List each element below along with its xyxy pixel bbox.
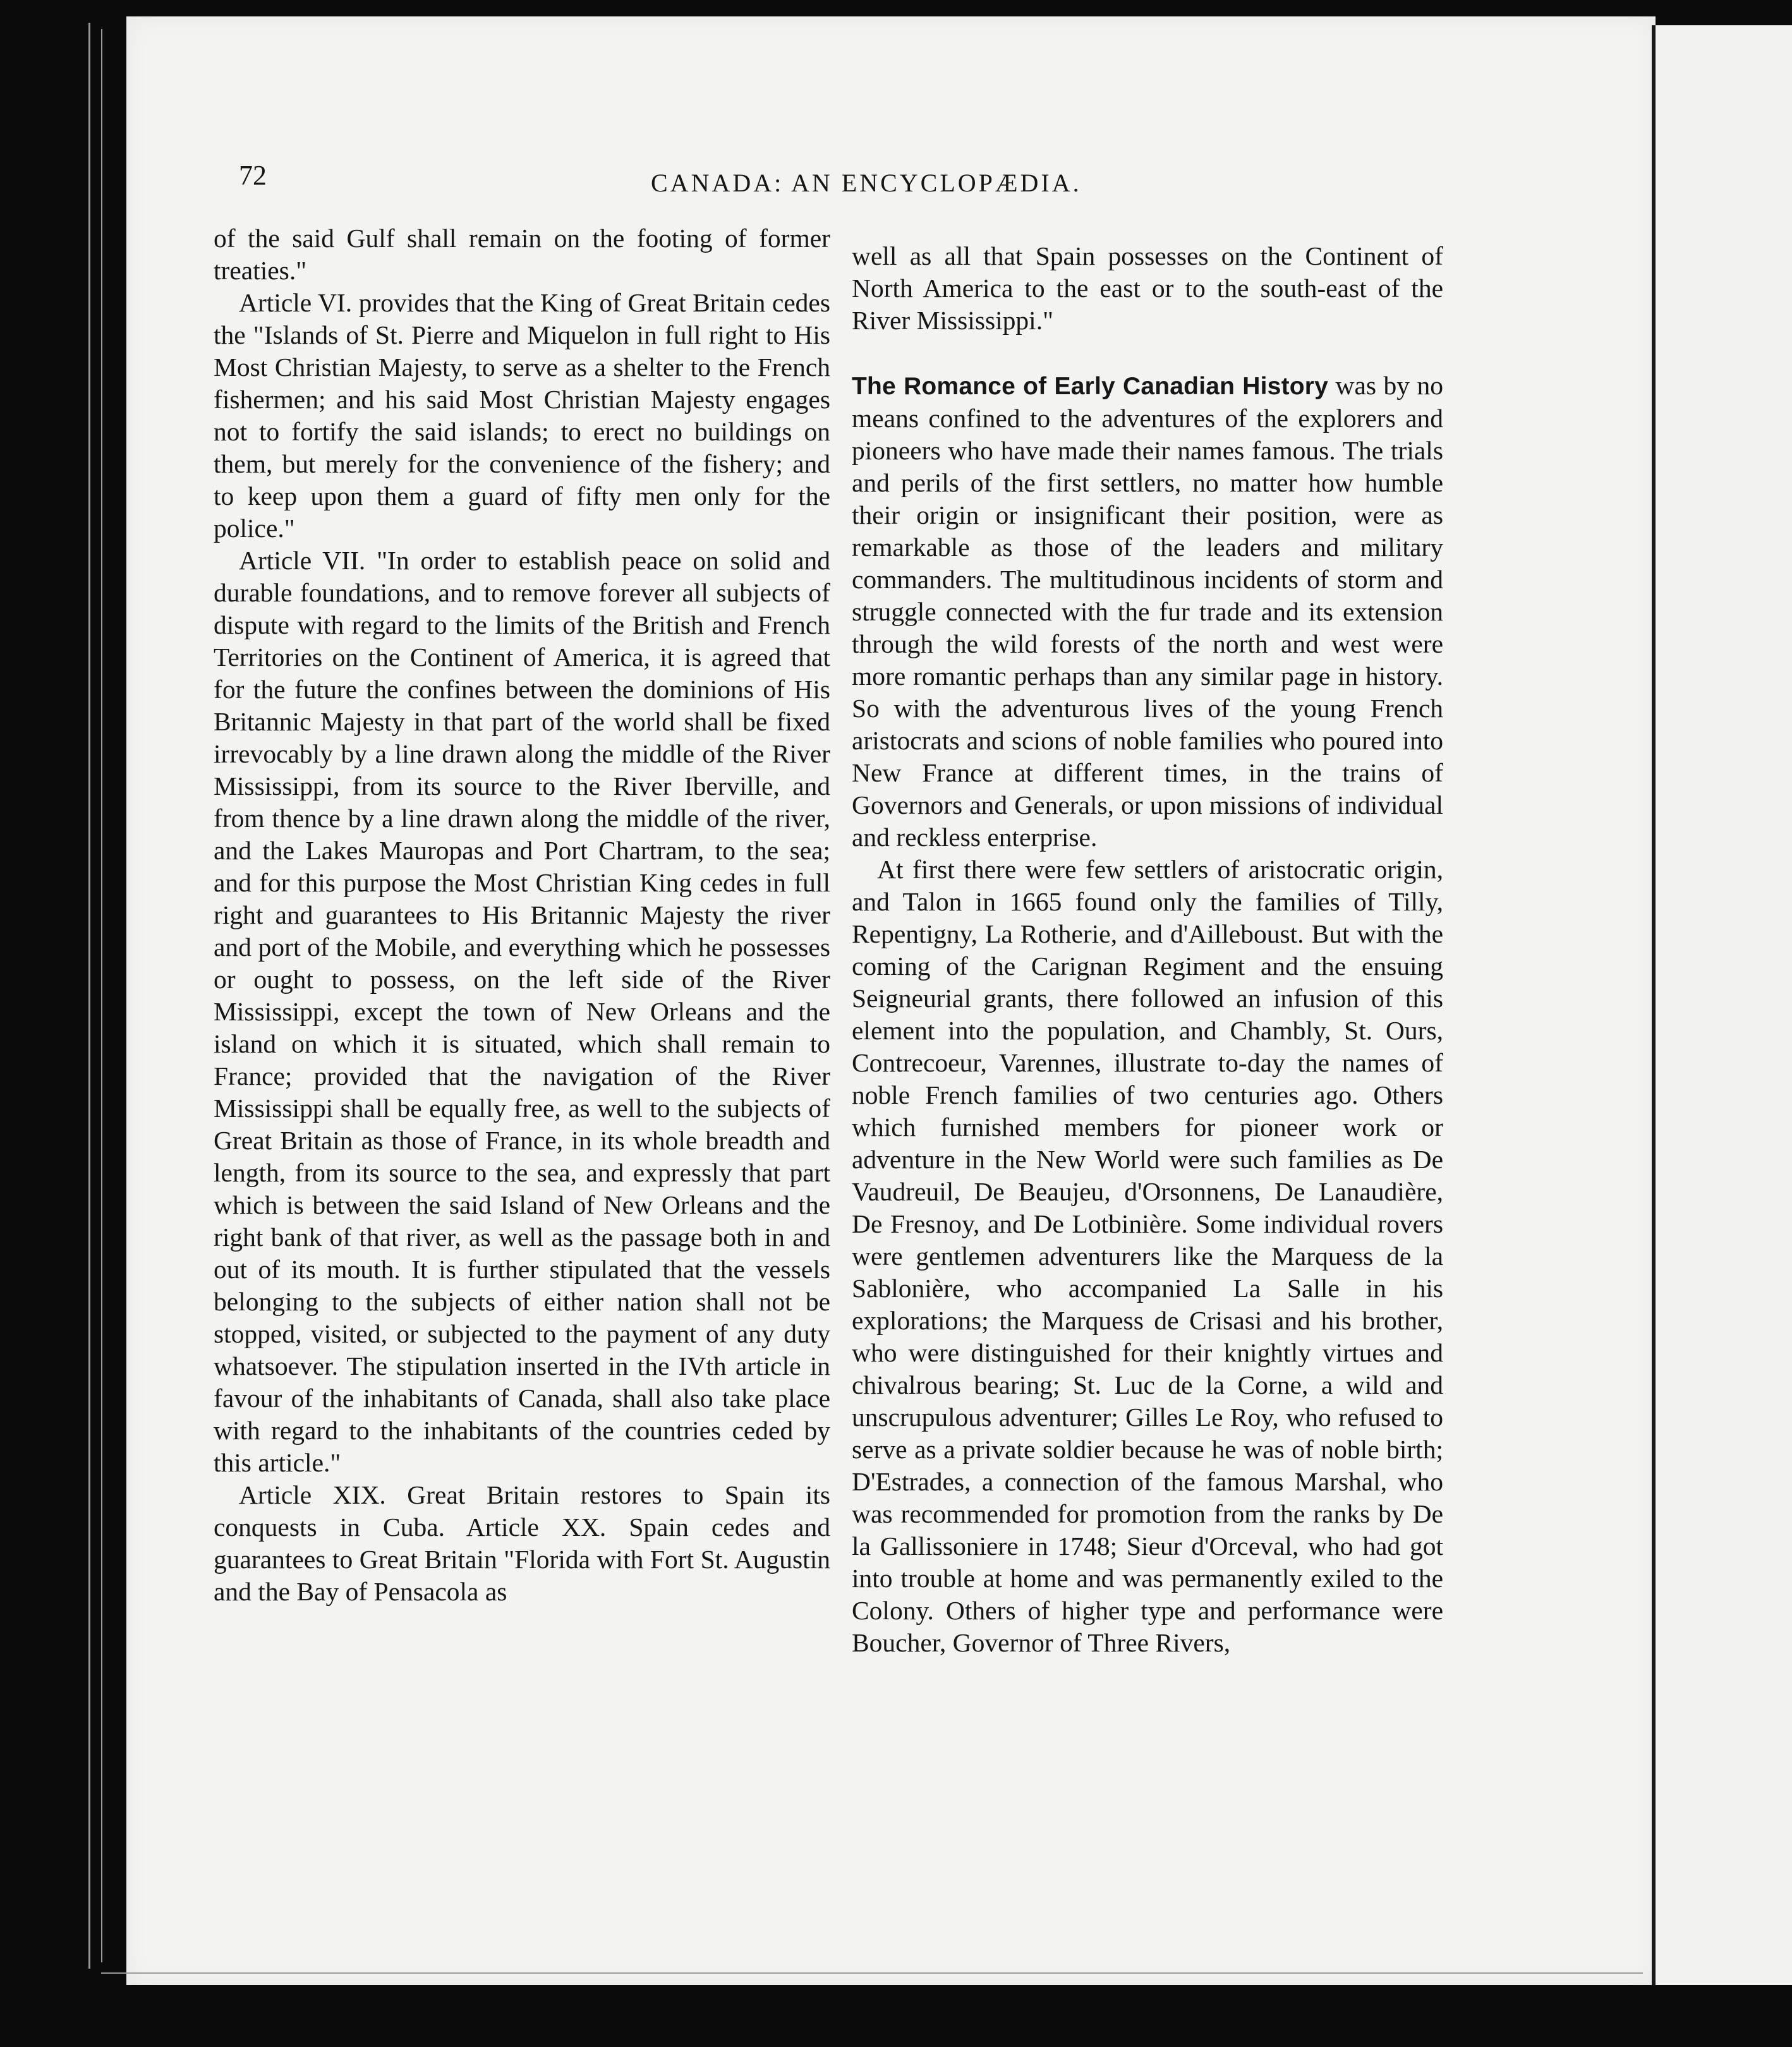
left-paragraph: of the said Gulf shall remain on the footing of former treaties.": [214, 224, 830, 285]
section-heading: The Romance of Early Canadian History: [852, 373, 1329, 400]
page-edge-line-bottom: [101, 1972, 1643, 1974]
running-head: CANADA: AN ENCYCLOPÆDIA.: [651, 169, 1082, 197]
section-paragraph: [852, 370, 1443, 854]
page-number: 72: [239, 160, 267, 191]
left-paragraph: Article XIX. Great Britain restores to Spain its conquests in Cuba. Article XX. Spain cedes and guarantees to Great Britain "Florida with Fort St. Augustin and the Bay of Pensacola as: [214, 1480, 830, 1606]
right-column: [852, 240, 1443, 1659]
page-edge-line-left-inner: [101, 29, 102, 1962]
left-paragraph: Article VI. provides that the King of Great Britain cedes the "Islands of St. Pierre and Miquelon in full right to His Most Christian Majesty, to serve as a shelter to the French fishermen; and his said Most Christian Majesty engages not to fortify the said islands; to erect no buildings on them, but merely for the convenience of the fishery; and to keep upon them a guard of fifty men only for the police.": [214, 288, 830, 543]
right-paragraph: At first there were few settlers of aristocratic origin, and Talon in 1665 found only the families of Tilly, Repentigny, La Rotherie, and d'Ailleboust. But with the coming of the Carignan Regiment and the ensuing Seigneurial grants, there followed an infusion of this element into the population, and Chambly, St. Ours, Contrecoeur, Varennes, illustrate to-day the names of noble French families of two centuries ago. Others which furnished members for pioneer work or adventure in the New World were such families as De Vaudreuil, De Beaujeu, d'Orsonnens, De Lanaudière, De Fresnoy, and De Lotbinière. Some individual rovers were gentlemen adventurers like the Marquess de la Sablonière, who accompanied La Salle in his explorations; the Marquess de Crisasi and his brother, who were distinguished for their knightly virtues and chivalrous bearing; St. Luc de la Corne, a wild and unscrupulous adventurer; Gilles Le Roy, who refused to serve as a private soldier because he was of noble birth; D'Estrades, a connection of the famous Marshal, who was recommended for promotion from the ranks by De la Gallissoniere in 1748; Sieur d'Orceval, who had got into trouble at home and was permanently exiled to the Colony. Others of higher type and performance were Boucher, Governor of Three Rivers,: [852, 855, 1443, 1657]
right-opening-paragraph: well as all that Spain possesses on the Continent of North America to the east or to the south-east of the River Mississippi.": [852, 241, 1443, 335]
section-text: was by no means confined to the adventures of the explorers and pioneers who have made their names famous. The trials and perils of the first settlers, no matter how humble their origin or insignificant their position, were as remarkable as those of the leaders and military commanders. The multitudinous incidents of storm and struggle connected with the fur trade and its extension through the wild forests of the north and west were more romantic perhaps than any similar page in history. So with the adventurous lives of the young French aristocrats and scions of noble families who poured into New France at different times, in the trains of Governors and Generals, or upon missions of individual and reckless enterprise.: [852, 371, 1444, 852]
scan-bottom-margin: [0, 1985, 1792, 2047]
facing-page-edge: [1652, 25, 1792, 1996]
page-edge-line-left: [88, 23, 90, 1969]
left-paragraph: Article VII. "In order to establish peace on solid and durable foundations, and to remove forever all subjects of dispute with regard to the limits of the British and French Territories on the Continent of America, it is agreed that for the future the confines between the dominions of His Britannic Majesty in that part of the world shall be fixed irrevocably by a line drawn along the middle of the River Mississippi, from its source to the River Iberville, and from thence by a line drawn along the middle of the river, and the Lakes Mauropas and Port Chartram, to the sea; and for this purpose the Most Christian King cedes in full right and guarantees to His Britannic Majesty the river and port of the Mobile, and everything which he possesses or ought to possess, on the left side of the River Mississippi, except the town of New Orleans and the island on which it is situated, which shall remain to France; provided that the navigation of the River Mississippi shall be equally free, as well to the subjects of Great Britain as those of France, in its whole breadth and length, from its source to the sea, and expressly that part which is between the said Island of New Orleans and the right bank of that river, as well as the passage both in and out of its mouth. It is further stipulated that the vessels belonging to the subjects of either nation shall not be stopped, visited, or subjected to the payment of any duty whatsoever. The stipulation inserted in the IVth article in favour of the inhabitants of Canada, shall also take place with regard to the inhabitants of the countries ceded by this article.": [214, 546, 830, 1477]
left-column: [214, 222, 830, 1608]
